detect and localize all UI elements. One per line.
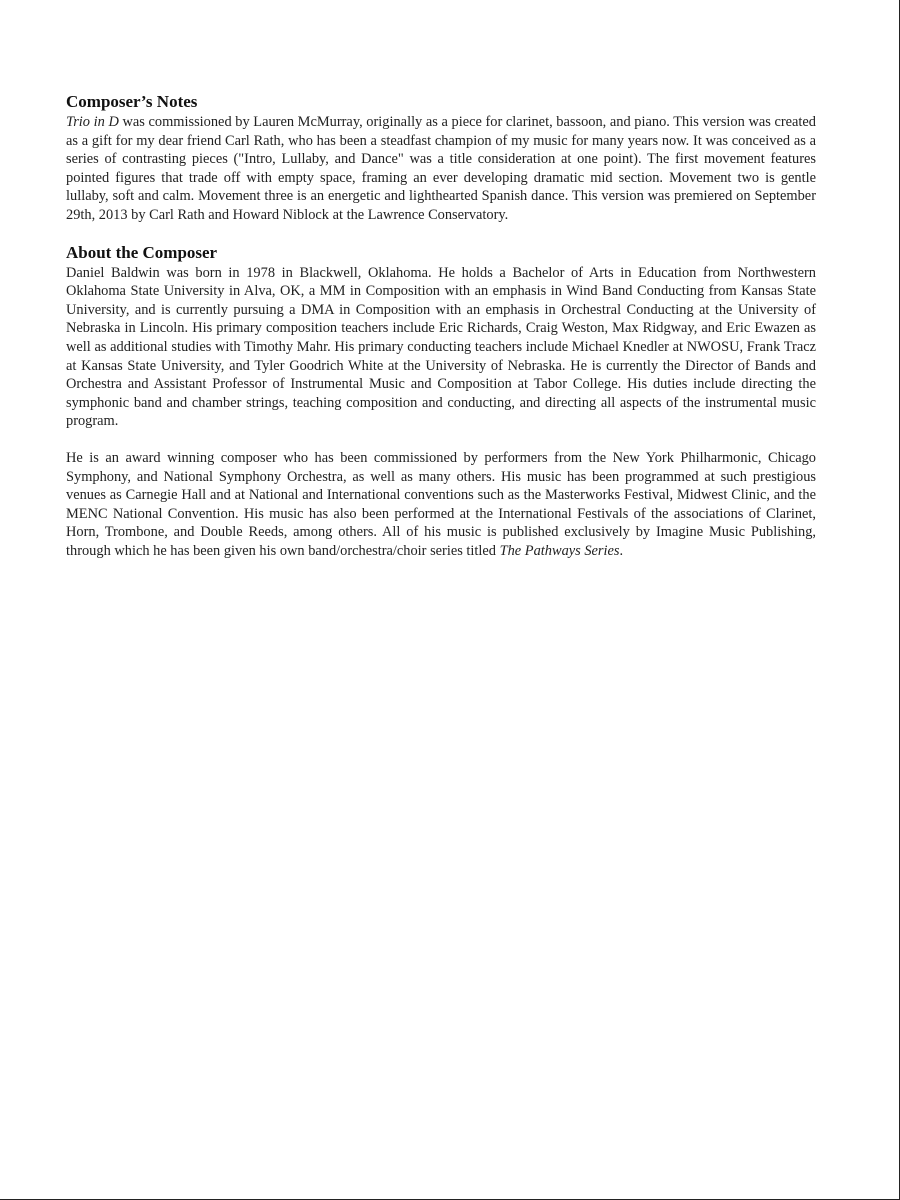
accomplishments-paragraph xyxy=(66,449,816,561)
series-title: The Pathways Series xyxy=(499,542,620,559)
about-composer-heading: About the Composer xyxy=(66,242,218,262)
document-page xyxy=(66,91,816,560)
composers-notes-heading: Composer’s Notes xyxy=(66,92,198,111)
composers-notes-text: was commissioned by Lauren McMurray, originally as a piece for clarinet, bassoon, and piano. This version was created as a gift for my dear friend Carl Rath, who has been a steadfast champion of my music for many years now. It was conceived as a series of contrasting pieces ("Intro, Lullaby, and Dance" was a title consideration at one point). The first movement features pointed figures that trade off with empty space, framing an ever developing dramatic mid section. Movement two is gentle lullaby, soft and calm. Movement three is an energetic and lighthearted Spanish dance. This version was premiered on September 29th, 2013 by Carl Rath and Howard Niblock at the Lawrence Conservatory. xyxy=(66,114,816,223)
composers-notes-section xyxy=(66,91,816,225)
about-composer-section xyxy=(66,242,816,561)
composers-notes-paragraph xyxy=(66,113,816,225)
accomplishments-end: . xyxy=(619,542,624,559)
biography-paragraph: Daniel Baldwin was born in 1978 in Blackwell, Oklahoma. He holds a Bachelor of Arts in Education from Northwestern Oklahoma State University in Alva, OK, a MM in Composition with an emphasis in Wind Band Conducting from Kansas State University, and is currently pursuing a DMA in Composition with an emphasis in Orchestral Conducting at the University of Nebraska in Lincoln. His primary composition teachers include Eric Richards, Craig Weston, Max Ridgway, and Eric Ewazen as well as additional studies with Timothy Mahr. His primary conducting teachers include Michael Knedler at NWOSU, Frank Tracz at Kansas State University, and Tyler Goodrich White at the University of Nebraska. He is currently the Director of Bands and Orchestra and Assistant Professor of Instrumental Music and Composition at Tabor College. His duties include directing the symphonic band and chamber strings, teaching composition and conducting, and directing all aspects of the instrumental music program. xyxy=(66,264,816,430)
piece-title: Trio in D xyxy=(66,114,119,130)
accomplishments-text: He is an award winning composer who has been commissioned by performers from the New York Philharmonic, Chicago Symphony, and National Symphony Orchestra, as well as many others. His music has been programmed at such prestigious venues as Carnegie Hall and at National and International conventions such as the Masterworks Festival, Midwest Clinic, and the MENC National Convention. His music has also been performed at the International Festivals of the associations of Clarinet, Horn, Trombone, and Double Reeds, among others. All of his music is published exclusively by Imagine Music Publishing, through which he has been given his own band/orchestra/choir series titled xyxy=(66,449,816,559)
